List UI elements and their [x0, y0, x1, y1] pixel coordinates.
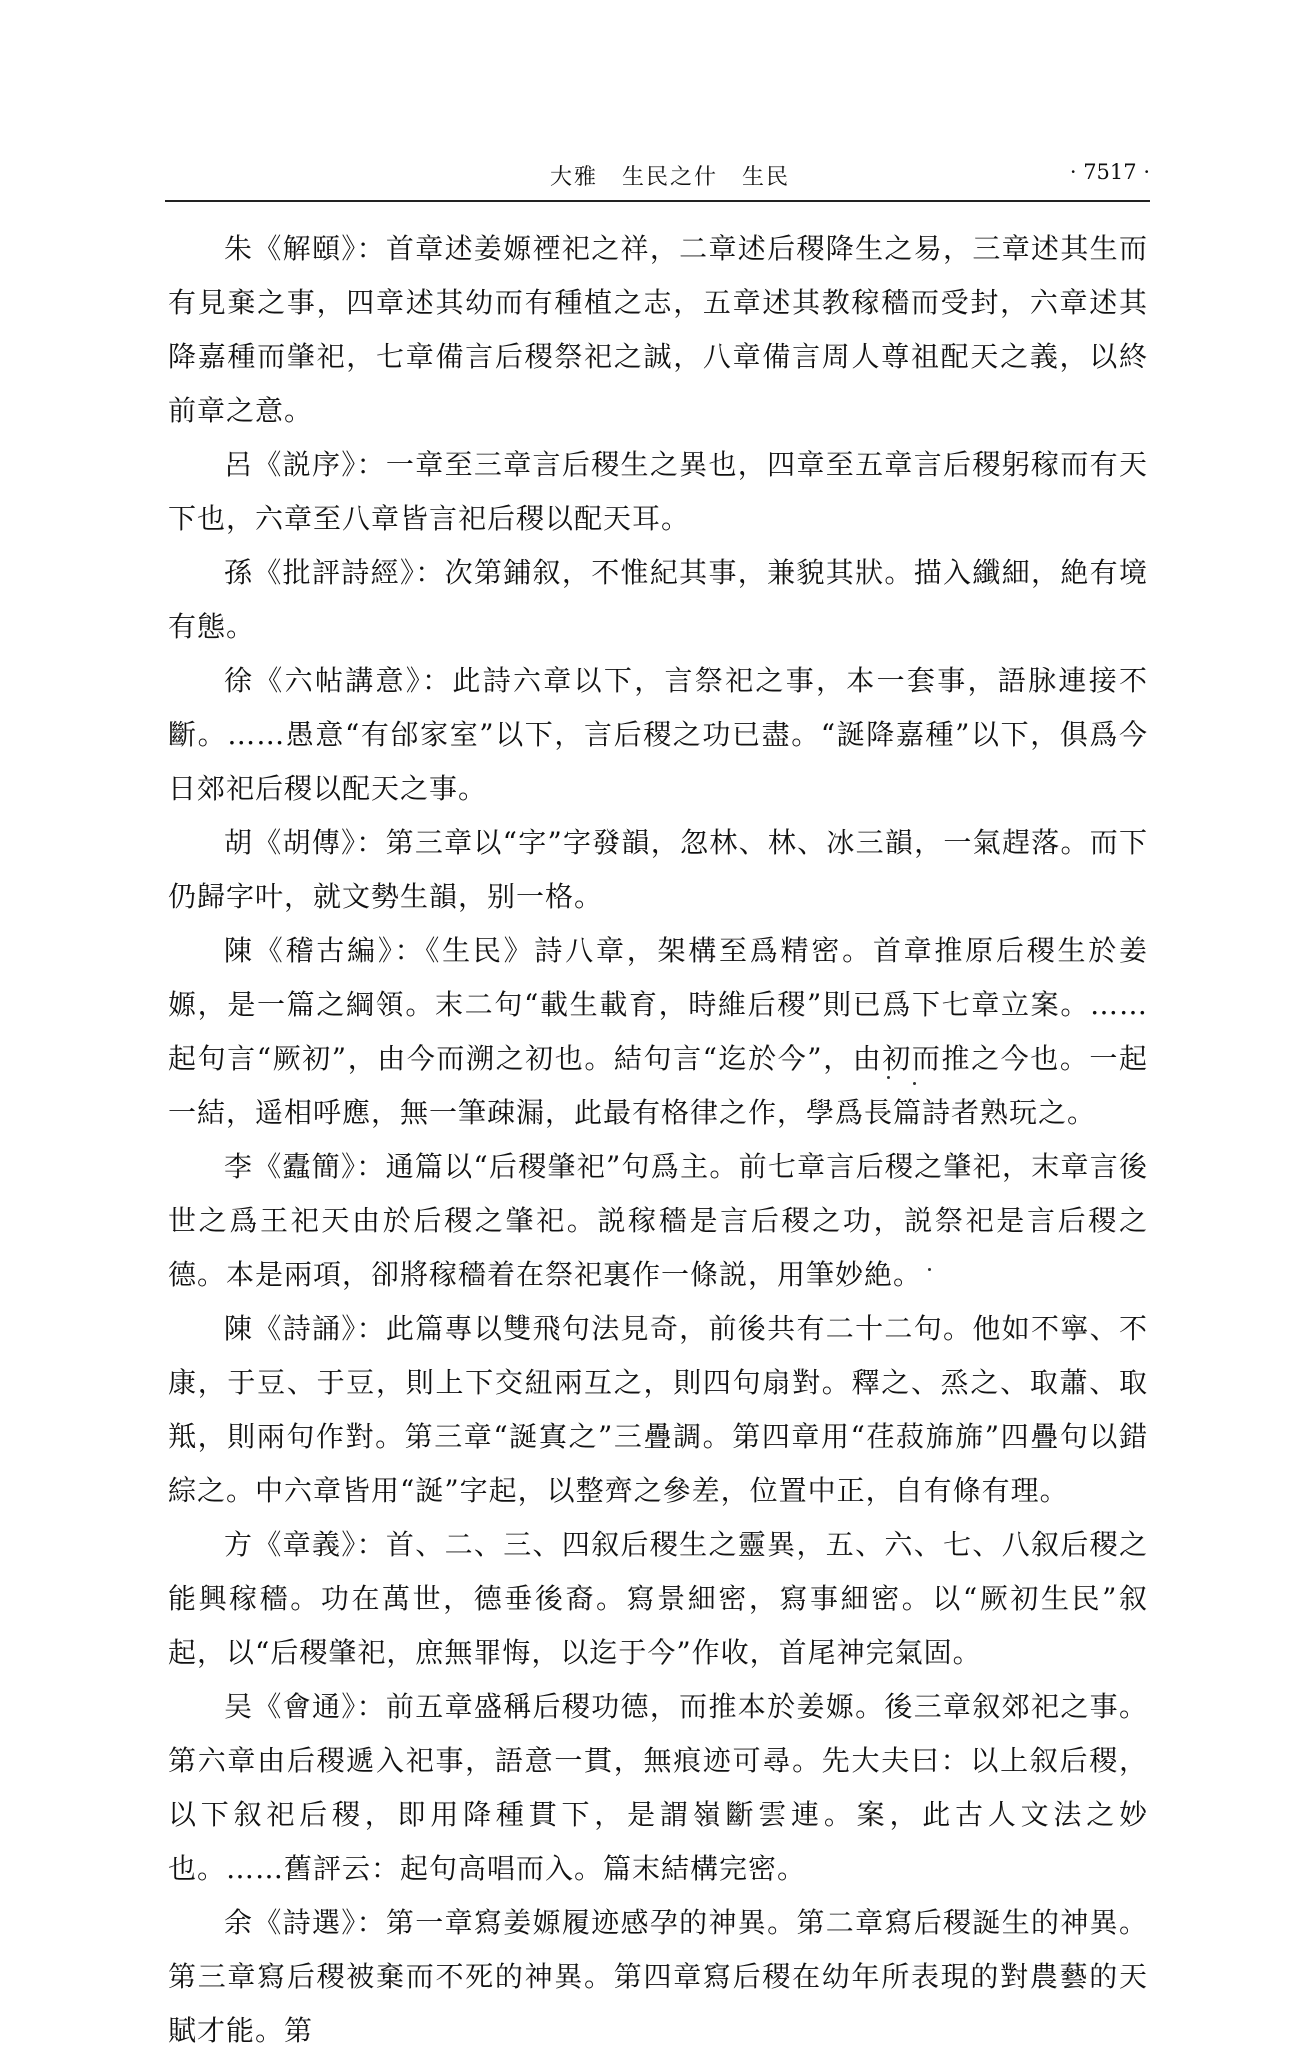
- commentary-paragraph: 余《詩選》：第一章寫姜嫄履迹感孕的神異。第二章寫后稷誕生的神異。第三章寫后稷被棄而不死的神異。第四章寫后稷在幼年所表現的對農藝的天賦才能。第: [168, 1906, 1148, 2047]
- commentary-paragraph: 朱《解頤》：首章述姜嫄禋祀之祥，二章述后稷降生之易，三章述其生而有見棄之事，四章述其幼而有種植之志，五章述其教稼穡而受封，六章述其降嘉種而肇祀，七章備言后稷祭祀之誠，八章備言周人尊祖配天之義，以終前章之意。: [168, 232, 1148, 427]
- scan-speck: [928, 1268, 931, 1271]
- commentary-paragraph: 呂《説序》：一章至三章言后稷生之異也，四章至五章言后稷躬稼而有天下也，六章至八章皆言祀后稷以配天耳。: [168, 448, 1148, 535]
- commentary-body: [168, 222, 1148, 2058]
- commentary-paragraph: 陳《稽古編》：《生民》詩八章，架構至爲精密。首章推原后稷生於姜嫄，是一篇之綱領。末二句“載生載育，時維后稷”則已爲下七章立案。……起句言“厥初”，由今而溯之初也。結句言“迄於今”，由初而推之今也。一起一結，遥相呼應，無一筆疎漏，此最有格律之作，學爲長篇詩者熟玩之。: [168, 934, 1148, 1129]
- commentary-paragraph: 徐《六帖講意》：此詩六章以下，言祭祀之事，本一套事，語脉連接不斷。……愚意“有邰家室”以下，言后稷之功已盡。“誕降嘉種”以下，俱爲今日郊祀后稷以配天之事。: [168, 664, 1148, 805]
- commentary-paragraph: 陳《詩誦》：此篇專以雙飛句法見奇，前後共有二十二句。他如不寧、不康，于豆、于豆，則上下交紐兩互之，則四句扇對。釋之、烝之、取蕭、取羝，則兩句作對。第三章“誕寘之”三疊調。第四章用“荏菽旆旆”四疊句以錯綜之。中六章皆用“誕”字起，以整齊之參差，位置中正，自有條有理。: [168, 1312, 1148, 1507]
- commentary-paragraph: 胡《胡傳》：第三章以“字”字發韻，忽林、林、冰三韻，一氣趕落。而下仍歸字叶，就文勢生韻，别一格。: [168, 826, 1148, 913]
- scan-speck: [887, 1076, 890, 1079]
- page-header: [165, 160, 1150, 200]
- running-head: 大雅 生民之什 生民: [550, 165, 791, 190]
- page-number: · 7517 ·: [1069, 160, 1150, 184]
- commentary-paragraph: 李《蠹簡》：通篇以“后稷肇祀”句爲主。前七章言后稷之肇祀，末章言後世之爲王祀天由於后稷之肇祀。説稼穡是言后稷之功，説祭祀是言后稷之德。本是兩項，卻將稼穡着在祭祀裏作一條説，用筆妙絶。: [168, 1150, 1148, 1291]
- commentary-paragraph: 孫《批評詩經》：次第鋪叙，不惟紀其事，兼貌其狀。描入纖細，絶有境有態。: [168, 556, 1148, 643]
- commentary-paragraph: 方《章義》：首、二、三、四叙后稷生之靈異，五、六、七、八叙后稷之能興稼穡。功在萬世，德垂後裔。寫景細密，寫事細密。以“厥初生民”叙起，以“后稷肇祀，庶無罪悔，以迄于今”作收，首尾神完氣固。: [168, 1528, 1148, 1669]
- commentary-paragraph: 吴《會通》：前五章盛稱后稷功德，而推本於姜嫄。後三章叙郊祀之事。第六章由后稷遞入祀事，語意一貫，無痕迹可尋。先大夫曰：以上叙后稷，以下叙祀后稷，即用降種貫下，是謂嶺斷雲連。案，此古人文法之妙也。……舊評云：起句高唱而入。篇末結構完密。: [168, 1690, 1148, 1885]
- scan-speck: [913, 1082, 916, 1085]
- header-rule: [165, 200, 1150, 202]
